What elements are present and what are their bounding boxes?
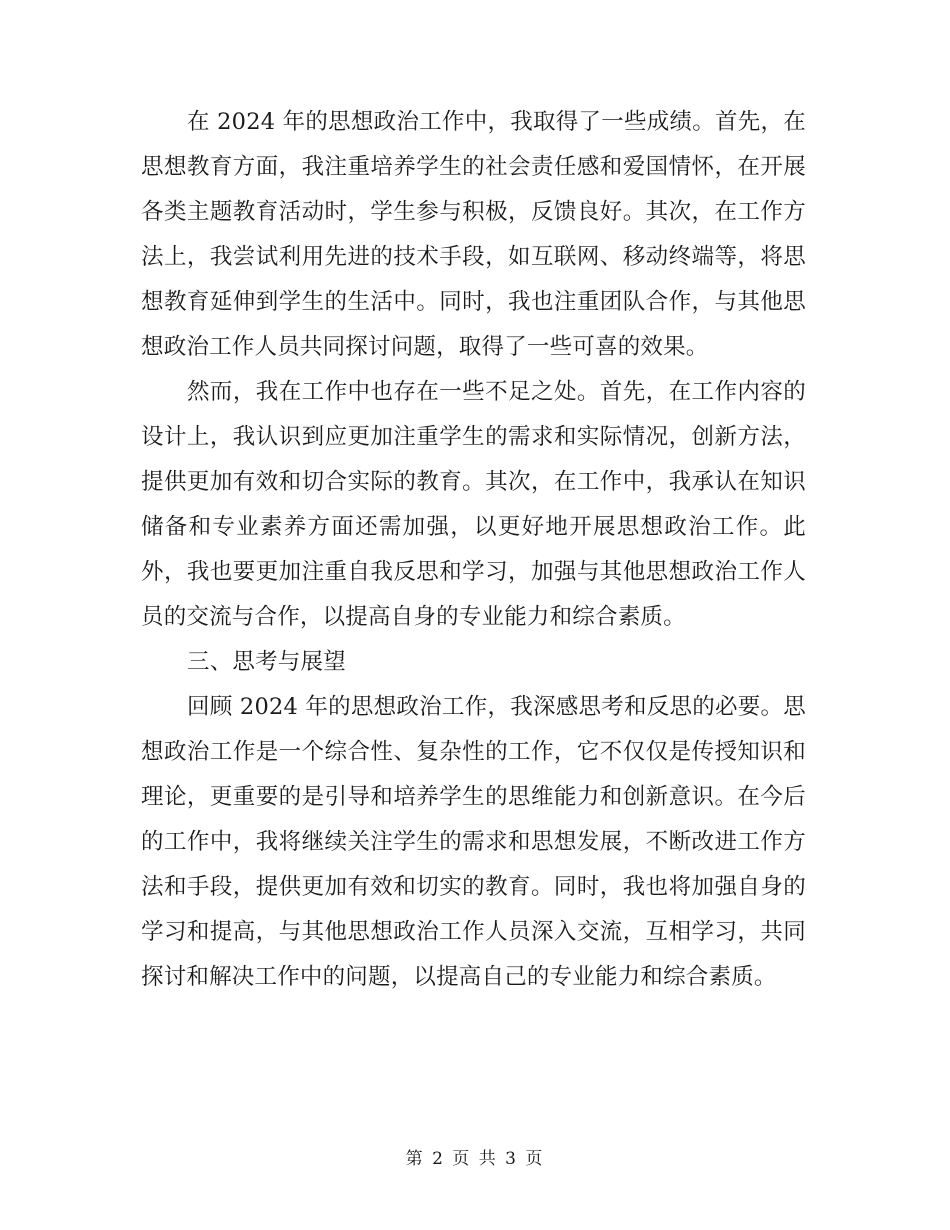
section-heading-reflection: 三、思考与展望 (187, 649, 346, 675)
page-number-footer: 第 2 页 共 3 页 (405, 1149, 545, 1169)
paragraph-shortcomings: 然而，我在工作中也存在一些不足之处。首先，在工作内容的设计上，我认识到应更加注重学生的需求和实际情况，创新方法，提供更加有效和切合实际的教育。其次，在工作中，我承认在知识储备和专业素养方面还需加强，以更好地开展思想政治工作。此外，我也要更加注重自我反思和学习，加强与其他思想政治工作人员的交流与合作，以提高自身的专业能力和综合素质。 (141, 379, 806, 630)
paragraph-achievements: 在 2024 年的思想政治工作中，我取得了一些成绩。首先，在思想教育方面，我注重培养学生的社会责任感和爱国情怀，在开展各类主题教育活动时，学生参与积极，反馈良好。其次，在工作方法上，我尝试利用先进的技术手段，如互联网、移动终端等，将思想教育延伸到学生的生活中。同时，我也注重团队合作，与其他思想政治工作人员共同探讨问题，取得了一些可喜的效果。 (141, 109, 806, 360)
paragraph-outlook: 回顾 2024 年的思想政治工作，我深感思考和反思的必要。思想政治工作是一个综合性、复杂性的工作，它不仅仅是传授知识和理论，更重要的是引导和培养学生的思维能力和创新意识。在今后的工作中，我将继续关注学生的需求和思想发展，不断改进工作方法和手段，提供更加有效和切实的教育。同时，我也将加强自身的学习和提高，与其他思想政治工作人员深入交流，互相学习，共同探讨和解决工作中的问题，以提高自己的专业能力和综合素质。 (141, 694, 806, 990)
page-body (141, 100, 806, 1000)
